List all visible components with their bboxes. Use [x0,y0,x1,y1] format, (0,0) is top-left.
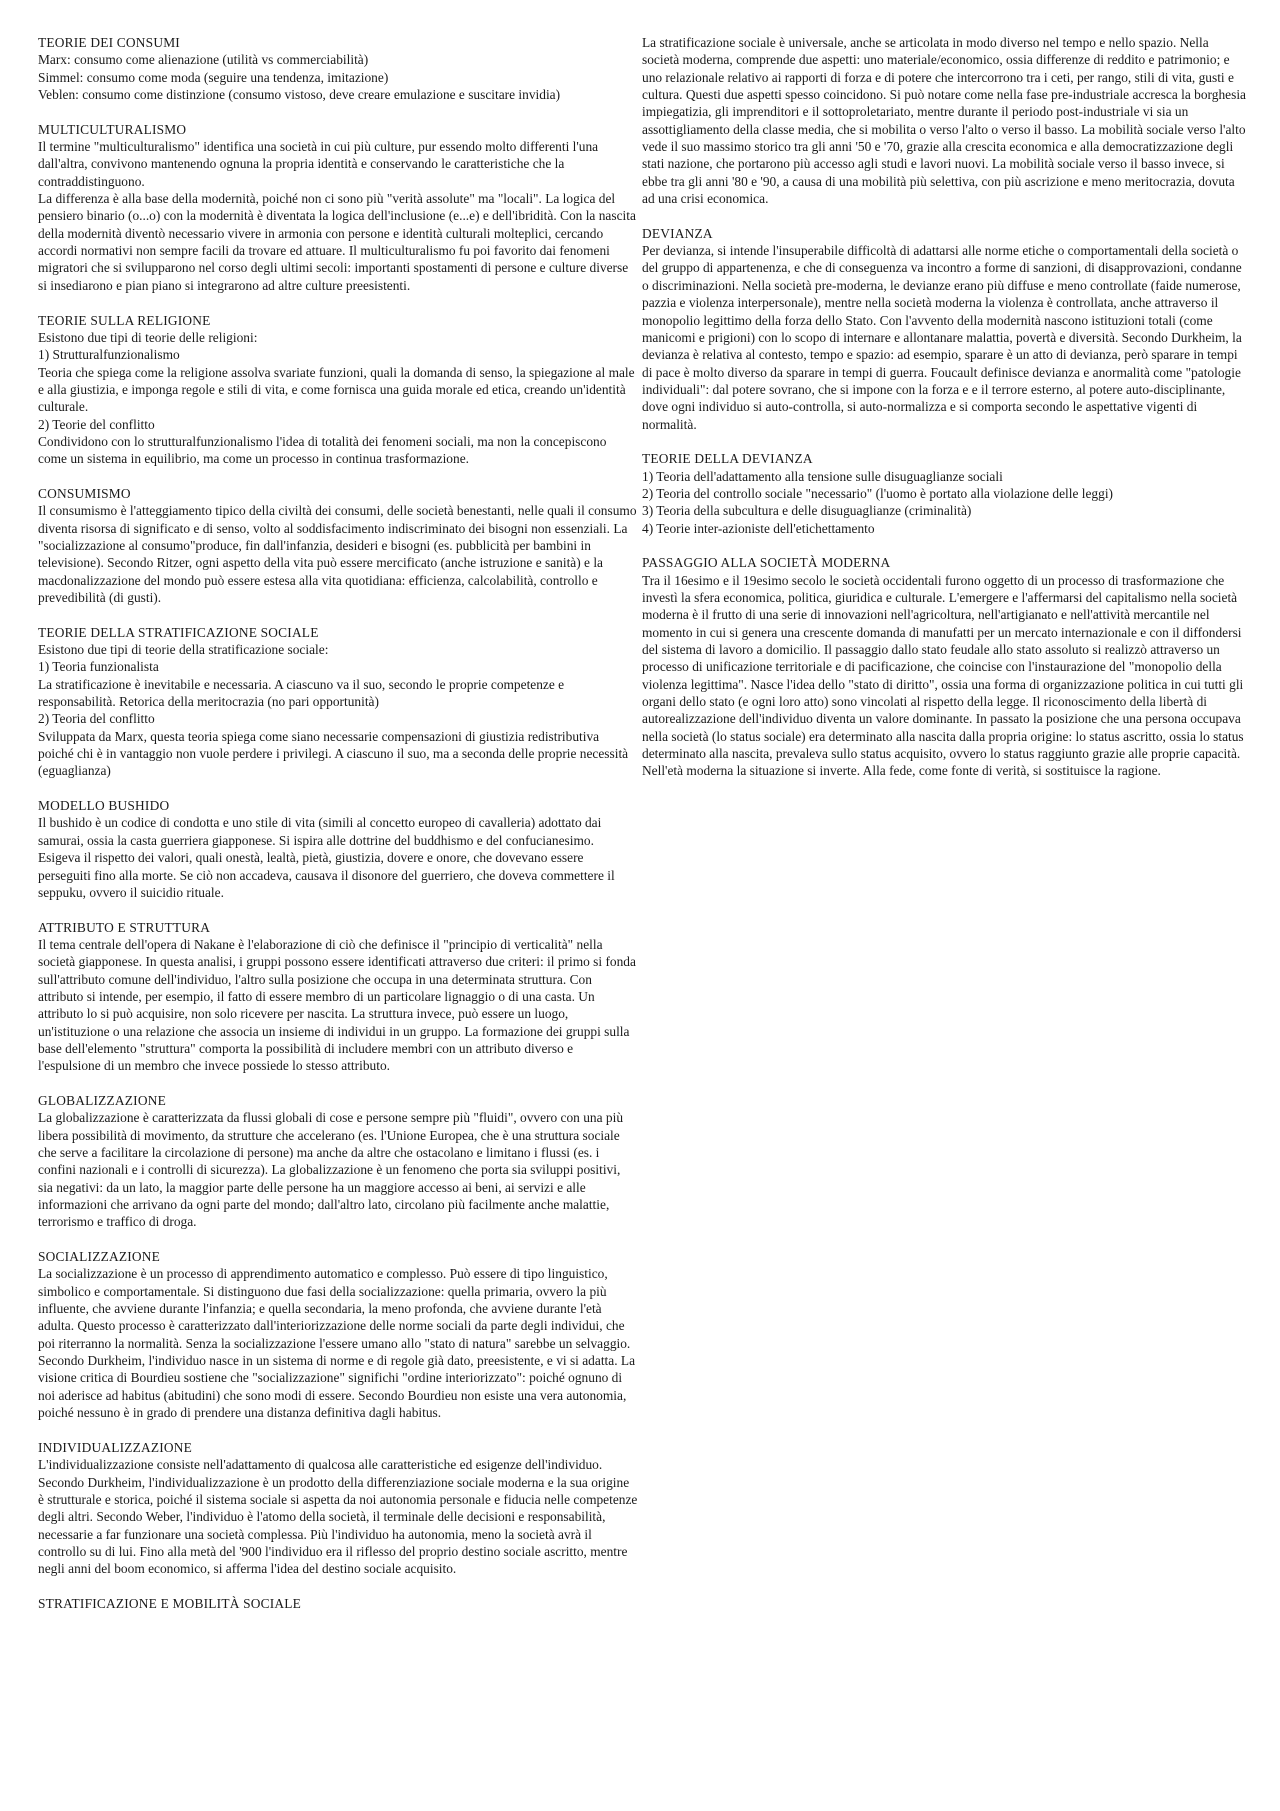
paragraph: Veblen: consumo come distinzione (consumo vistoso, deve creare emulazione e suscitare invidia) [38,87,561,103]
paragraph: Sviluppata da Marx, questa teoria spiega come siano necessarie compensazioni di giustizia redistributiva poiché chi è in vantaggio non vuole perdere i privilegi. A ciascuno il suo, ma a seconda delle proprie necessità (eguaglianza) [38,728,629,779]
paragraph: La stratificazione sociale è universale, anche se articolata in modo diverso nel tempo e nello spazio. Nella società moderna, comprende due aspetti: uno materiale/economico, ossia differenze di reddito e patrimonio; e uno relazionale relativo ai rapporti di forza e di potere che intercorrono tra i ceti, per rango, stili di vita, gusti e cultura. Questi due aspetti spesso coincidono. Si può notare come nella fase pre-industriale accresca la borghesia impiegatizia, gli imprenditori e il sottoproletariato, mentre durante il periodo post-industriale vi sia un assottigliamento della classe media, che si mobilita o verso l'alto o verso il basso. La mobilità sociale verso l'alto vede il suo massimo storico tra gli anni '50 e '70, grazie alla crescita economica e alla democratizzazione degli stati nazione, che portarono più accesso agli studi e lavori nuovi. La mobilità sociale verso il basso invece, si ebbe tra gli anni '80 e '90, a causa di una mobilità più selettiva, con più ascrizione e meno meritocrazia, dovuta ad una crisi economica. [642,35,1246,207]
paragraph: Teoria che spiega come la religione assolva svariate funzioni, quali la domanda di senso, la spiegazione al male e alla giustizia, e imponga regole e stili di vita, e come fornisca una guida morale ed etica, creando un'identità culturale. [38,364,635,415]
paragraph: 4) Teorie inter-azioniste dell'etichettamento [642,520,875,536]
section-title: DEVIANZA [642,225,713,241]
right-column [642,34,1248,797]
paragraph: Condividono con lo strutturalfunzionalismo l'idea di totalità dei fenomeni sociali, ma non la concepiscono come un sistema in equilibrio, ma come un processo in continua trasformazione. [38,433,607,467]
paragraph: 2) Teoria del conflitto [38,711,155,727]
section-individualizzazione [38,1439,638,1578]
paragraph: La stratificazione è inevitabile e necessaria. A ciascuno va il suo, secondo le proprie competenze e responsabilità. Retorica della meritocrazia (no pari opportunità) [38,676,565,710]
paragraph: 1) Teoria funzionalista [38,659,159,675]
paragraph: L'individualizzazione consiste nell'adattamento di qualcosa alle caratteristiche ed esigenze dell'individuo. Secondo Durkheim, l'individualizzazione è un prodotto della differenziazione sociale moderna e la sua origine è strutturale e storica, poiché il sistema sociale si aspetta da noi autonomia personale e fiducia nelle competenze degli altri. Secondo Weber, l'individuo è l'atomo della società, il terminale delle decisioni e responsabilità, necessarie a far funzionare una società complessa. Più l'individuo ha autonomia, meno la società avrà il controllo su di lui. Fino alla metà del '900 l'individuo era il riflesso del proprio destino sociale ascritto, mentre negli anni del boom economico, si afferma l'idea del destino sociale acquisito. [38,1457,638,1577]
section-consumismo [38,485,638,606]
paragraph: 2) Teorie del conflitto [38,416,155,432]
section-title: GLOBALIZZAZIONE [38,1092,166,1108]
section-teorie-della-devianza [642,450,1248,537]
section-title: ATTRIBUTO E STRUTTURA [38,919,211,935]
paragraph: Tra il 16esimo e il 19esimo secolo le società occidentali furono oggetto di un processo di trasformazione che investì la sfera economica, politica, giuridica e culturale. L'emergere e l'affermarsi del capitalismo nella società moderna è il frutto di una serie di innovazioni nell'agricoltura, nell'artigianato e nell'attività mercantile nel momento in cui si genera una crescente domanda di manufatti per un mercato internazionale e con il diffondersi del sistema di lavoro a domicilio. Il passaggio dallo stato feudale allo stato assoluto si realizzò attraverso un processo di unificazione territoriale e di pacificazione, che coincise con l'instaurazione del "monopolio della violenza legittima". Nasce l'idea dello "stato di diritto", ossia una forma di organizzazione politica in cui tutti gli organi dello stato (e ogni loro atto) sono vincolati al rispetto della legge. Il riconoscimento della libertà di autorealizzazione dell'individuo diventa un valore dominante. In passato la posizione che una persona occupava nella società (lo status sociale) era determinato alla nascita dalla propria origine: lo status ascritto, ossia lo status determinato alla nascita, prevaleva sullo status acquisito, ovvero lo status raggiunto grazie alle proprie capacità. Nell'età moderna la situazione si inverte. Alla fede, come fonte di verità, si sostituisce la ragione. [642,572,1244,779]
section-stratificazione-e-mobilita-sociale [38,1595,638,1612]
left-column [38,34,638,1630]
paragraph: La socializzazione è un processo di apprendimento automatico e complesso. Può essere di tipo linguistico, simbolico e comportamentale. Si distinguono due fasi della socializzazione: quella primaria, ovvero la più influente, che avviene durante l'infanzia; e quella secondaria, la meno profonda, che avviene durante l'età adulta. Questo processo è caratterizzato dall'interiorizzazione delle norme sociali da parte degli individui, che poi riterranno la normalità. Senza la socializzazione l'essere umano allo "stato di natura" sarebbe un selvaggio. Secondo Durkheim, l'individuo nasce in un sistema di norme e di regole già dato, preesistente, e vi si adatta. La visione critica di Bourdieu sostiene che "socializzazione" significhi "ordine interiorizzato": poiché ognuno di noi aderisce ad habitus (abitudini) che sono modi di essere. Secondo Bourdieu non esiste una vera autonomia, poiché nessuno è in grado di prendere una distanza definitiva dagli habitus. [38,1266,636,1421]
paragraph: 3) Teoria della subcultura e delle disuguaglianze (criminalità) [642,503,972,519]
section-passaggio-alla-societa-moderna [642,554,1248,779]
paragraph: 1) Strutturalfunzionalismo [38,347,180,363]
paragraph: Esistono due tipi di teorie delle religioni: [38,329,258,345]
paragraph: Marx: consumo come alienazione (utilità vs commerciabilità) [38,52,369,68]
section-devianza [642,225,1248,433]
section-title: TEORIE DEI CONSUMI [38,35,180,50]
section-continuation [642,34,1248,207]
section-teorie-della-stratificazione-sociale [38,624,638,780]
paragraph: Per devianza, si intende l'insuperabile difficoltà di adattarsi alle norme etiche o comportamentali della società o del gruppo di appartenenza, e che di conseguenza va incontro a forme di sanzioni, di disapprovazioni, condanne o discriminazioni. Nella società pre-moderna, le devianze erano più diffuse e meno controllate (faide numerose, pazzia e violenza interpersonale), mentre nella società moderna la violenza è controllata, anche attraverso il monopolio legittimo della forza dello Stato. Con l'avvento della modernità nascono istituzioni totali (come manicomi e prigioni) con lo scopo di internare e allontanare malattia, povertà e diversità. Secondo Durkheim, la devianza è relativa al contesto, tempo e spazio: ad esempio, sparare è un atto di devianza, però sparare in tempi di pace è molto diverso da sparare in tempi di guerra. Foucault definisce devianza e anormalità come "patologie individuali": dal potere sovrano, che si impone con la forza e e il terrore esterno, al potere auto-disciplinante, dove ogni individuo si auto-controlla, si auto-normalizza e si comporta secondo le aspettative vigenti di normalità. [642,243,1242,432]
paragraph: Simmel: consumo come moda (seguire una tendenza, imitazione) [38,69,389,85]
section-title: MODELLO BUSHIDO [38,798,170,814]
section-globalizzazione [38,1092,638,1231]
section-title: TEORIE DELLA STRATIFICAZIONE SOCIALE [38,624,319,640]
section-multiculturalismo [38,121,638,294]
section-title: TEORIE SULLA RELIGIONE [38,312,211,328]
paragraph: 2) Teoria del controllo sociale "necessario" (l'uomo è portato alla violazione delle leggi) [642,485,1113,501]
section-title: TEORIE DELLA DEVIANZA [642,451,813,467]
section-teorie-dei-consumi [38,34,638,103]
section-title: CONSUMISMO [38,485,131,501]
paragraph: Il tema centrale dell'opera di Nakane è l'elaborazione di ciò che definisce il "principio di verticalità" nella società giapponese. In questa analisi, i gruppi possono essere identificati attraverso due criteri: il primo si fonda sull'attributo comune dell'individuo, l'altro sulla posizione che occupa in una determinata struttura. Con attributo si intende, per esempio, il fatto di essere membro di un particolare lignaggio o di una casta. Un attributo lo si può acquisire, non solo ricevere per nascita. La struttura invece, può essere un luogo, un'istituzione o una relazione che associa un insieme di individui in un gruppo. La formazione dei gruppi sulla base dell'elemento "struttura" comporta la possibilità di includere membri con un attributo diverso e l'espulsione di un membro che invece possiede lo stesso attributo. [38,936,636,1074]
paragraph: La differenza è alla base della modernità, poiché non ci sono più "verità assolute" ma "locali". La logica del pensiero binario (o...o) con la modernità è diventata la logica dell'inclusione (e...e) e dell'ibridità. Con la nascita della modernità diventò necessario vivere in armonia con persone e identità culturali molteplici, cercando accordi normativi non sempre facili da trovare ed attuare. Il multiculturalismo fu poi favorito dai fenomeni migratori che si svilupparono nel corso degli ultimi secoli: importanti spostamenti di persone e culture diverse si insediarono e pian piano si integrarono ad altre culture preesistenti. [38,191,636,293]
paragraph: Il termine "multiculturalismo" identifica una società in cui più culture, pur essendo molto differenti l'una dall'altra, convivono mantenendo ognuna la propria identità e conservando le caratteristiche che la contraddistinguono. [38,139,599,189]
section-attributo-e-struttura [38,919,638,1075]
section-modello-bushido [38,797,638,901]
paragraph: Esistono due tipi di teorie della stratificazione sociale: [38,642,329,658]
paragraph: La globalizzazione è caratterizzata da flussi globali di cose e persone sempre più "fluidi", ovvero con una più libera possibilità di movimento, da strutture che accelerano (es. l'Unione Europea, che è una struttura sociale che serve a facilitare la circolazione di persone) ma anche da altre che ostacolano e limitano i flussi (es. i confini nazionali e i controlli di sicurezza). La globalizzazione è un fenomeno che porta sia sviluppi positivi, sia negativi: da un lato, la maggior parte delle persone ha un maggiore accesso ai beni, ai servizi e alle informazioni che arrivano da ogni parte del mondo; dall'altro lato, circolano più facilmente anche malattie, terrorismo e traffico di droga. [38,1110,624,1230]
section-title: STRATIFICAZIONE E MOBILITÀ SOCIALE [38,1595,302,1611]
section-title: SOCIALIZZAZIONE [38,1249,161,1265]
paragraph: 1) Teoria dell'adattamento alla tensione sulle disuguaglianze sociali [642,468,1003,484]
paragraph: Il bushido è un codice di condotta e uno stile di vita (simili al concetto europeo di cavalleria) adottato dai samurai, ossia la casta guerriera giapponese. Si ispira alle dottrine del buddhismo e del confucianesimo. Esigeva il rispetto dei valori, quali onestà, lealtà, pietà, giustizia, dovere e onore, che dovevano essere perseguiti fino alla morte. Se ciò non accadeva, causava il disonore del guerriero, che doveva commettere il seppuku, ovvero il suicidio rituale. [38,815,615,900]
section-title: INDIVIDUALIZZAZIONE [38,1439,193,1455]
section-socializzazione [38,1248,638,1421]
section-title: PASSAGGIO ALLA SOCIETÀ MODERNA [642,555,891,571]
paragraph: Il consumismo è l'atteggiamento tipico della civiltà dei consumi, delle società benestanti, nelle quali il consumo diventa risorsa di significato e di senso, volto al soddisfacimento indiscriminato dei bisogni non essenziali. La "socializzazione al consumo"produce, fin dall'infanzia, desideri e bisogni (es. pubblicità per bambini in televisione). Secondo Ritzer, ogni aspetto della vita può essere mercificato (anche istruzione e sanità) e la macdonalizzazione del mondo può essere estesa alla vita quotidiana: efficienza, calcolabilità, controllo e prevedibilità (di gusti). [38,503,637,605]
section-teorie-sulla-religione [38,312,638,468]
section-title: MULTICULTURALISMO [38,121,187,137]
